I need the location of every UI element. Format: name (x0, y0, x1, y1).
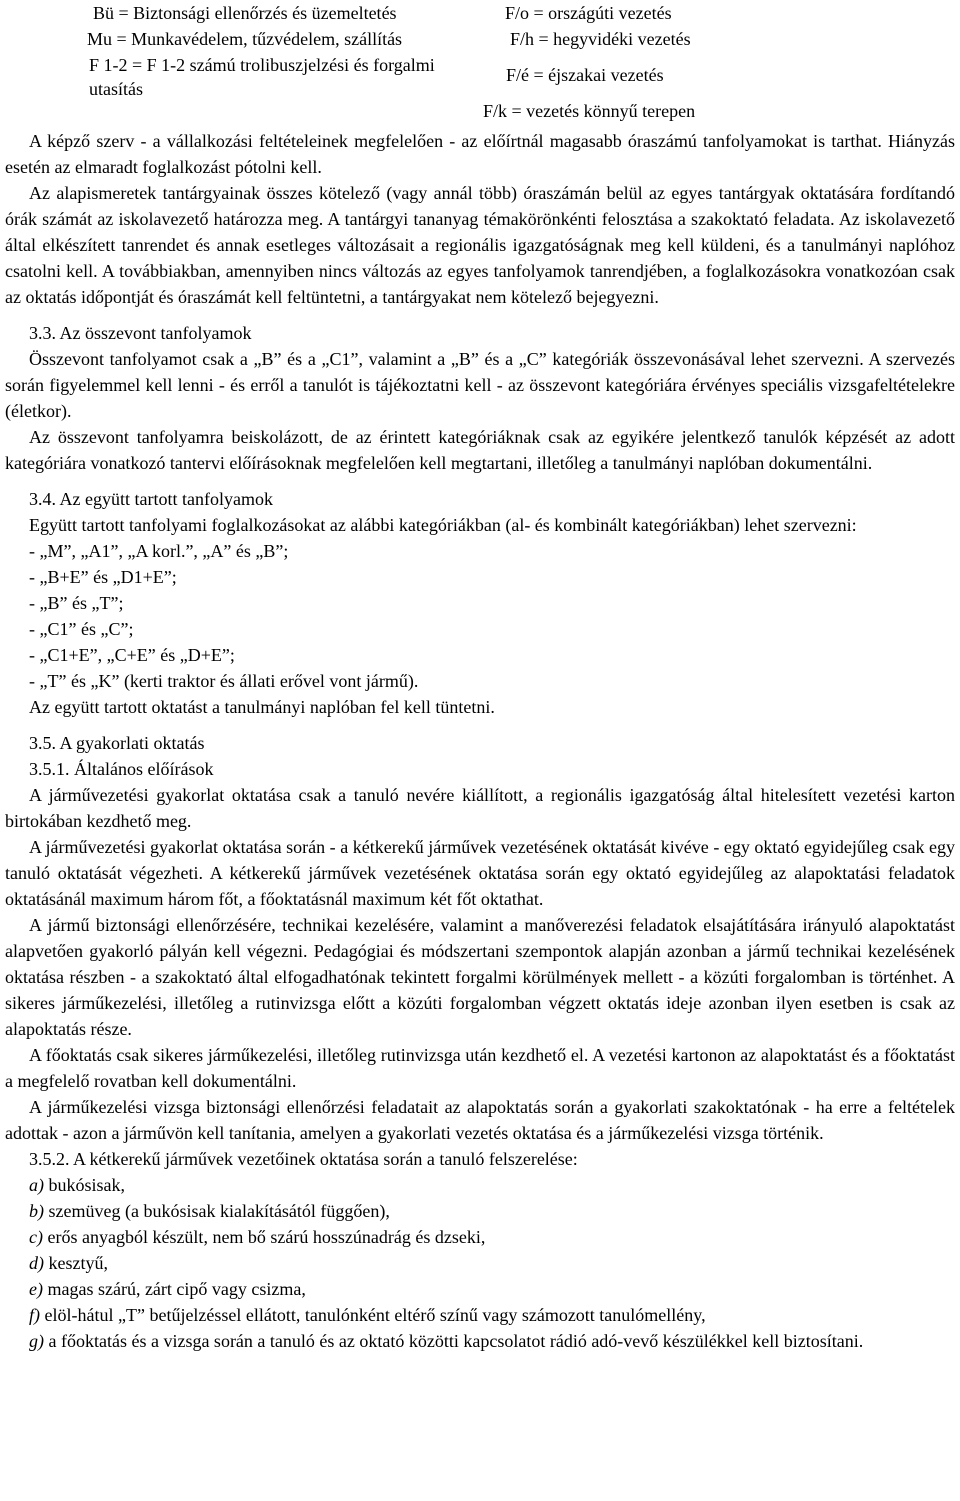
list-item: - „T” és „K” (kerti traktor és állati erővel vont jármű). (29, 671, 419, 691)
list-item: - „C1” és „C”; (29, 619, 134, 639)
list-text: elöl-hátul „T” betűjelzéssel ellátott, tanulónként eltérő színű vagy számozott tanulómellény, (40, 1305, 706, 1325)
list-letter: a) (29, 1175, 44, 1195)
paragraph-handling-exam: A járműkezelési vizsga biztonsági ellenőrzési feladatait az alapoktatás során a gyakorlati szakoktatónak - ha erre a feltételek adottak - azon a járművön kell tanítania, amelyen a gyakorlati vezetés oktatása és a járműkezelési vizsga történik. (5, 1097, 955, 1143)
list-item (5, 1302, 955, 1328)
list-letter: c) (29, 1227, 43, 1247)
paragraph-main-training: A főoktatás csak sikeres járműkezelési, illetőleg rutinvizsga után kezdhető el. A vezetési kartonon az alapoktatást és a főoktatást a megfelelő rovatban kell dokumentálni. (5, 1045, 955, 1091)
paragraph-merged-enrolment: Az összevont tanfolyamra beiskolázott, de az érintett kategóriáknak csak az egyikére jelentkező tanulók képzését az adott kategóriára vonatkozó tantervi előírásoknak megfelelően kell megtartani, illetőleg a tanulmányi naplóban dokumentálni. (5, 427, 955, 473)
abbreviation-legend (5, 0, 955, 128)
heading-3-3: 3.3. Az összevont tanfolyamok (29, 323, 252, 343)
legend-fo: F/o = országúti vezetés (505, 3, 672, 23)
legend-f12-cont: utasítás (89, 79, 143, 99)
list-item: - „B” és „T”; (29, 593, 124, 613)
paragraph-basic-training: A jármű biztonsági ellenőrzésére, technikai kezelésére, valamint a manőverezési feladatok elsajátítására irányuló alapoktatást alapvetően gyakorló pályán kell végezni. Pedagógiai és módszertani szempontok alapján azonban a jármű technikai kezelésének oktatása részben - a szakoktató által elfogadhatónak tekintett forgalmi körülmények mellett - a közúti forgalomban is történhet. A sikeres járműkezelési, illetőleg a rutinvizsga előtt a közúti forgalomban végzett oktatás ideje azonban ilyen esetben is csak az alapoktatás része. (5, 915, 955, 1039)
list-text: bukósisak, (44, 1175, 125, 1195)
list-item (5, 1172, 955, 1198)
paragraph-one-student: A járművezetési gyakorlat oktatása során - a kétkerekű járművek vezetésének oktatását kivéve - egy oktató egyidejűleg csak egy tanuló oktatását végezheti. A kétkerekű járművek vezetésének oktatása során egy oktató egyidejűleg az alapoktatási feladatok oktatásánál maximum három főt, a főoktatásnál maximum két főt oktathat. (5, 837, 955, 909)
legend-fh: F/h = hegyvidéki vezetés (510, 29, 691, 49)
list-item (5, 1250, 955, 1276)
list-item (5, 1198, 955, 1224)
list-item (5, 1224, 955, 1250)
heading-3-5: 3.5. A gyakorlati oktatás (29, 733, 205, 753)
legend-fk: F/k = vezetés könnyű terepen (483, 101, 696, 121)
legend-f12: F 1-2 = F 1-2 számú trolibuszjelzési és forgalmi (89, 55, 435, 75)
paragraph-merged-courses: Összevont tanfolyamot csak a „B” és a „C1”, valamint a „B” és a „C” kategóriák összevonásával lehet szervezni. A szervezés során figyelemmel kell lenni - és erről a tanulót is tájékoztatni kell - az összevont kategóriára érvényes speciális vizsgafeltételekre (életkor). (5, 349, 955, 421)
list-letter: f) (29, 1305, 40, 1325)
list-item: - „C1+E”, „C+E” és „D+E”; (29, 645, 235, 665)
legend-mu: Mu = Munkavédelem, tűzvédelem, szállítás (87, 29, 403, 49)
list-item: - „M”, „A1”, „A korl.”, „A” és „B”; (29, 541, 289, 561)
legend-bu: Bü = Biztonsági ellenőrzés és üzemeltetés (93, 3, 397, 23)
list-item (5, 1276, 955, 1302)
list-letter: d) (29, 1253, 44, 1273)
legend-fe: F/é = éjszakai vezetés (506, 65, 664, 85)
list-item (5, 1328, 955, 1354)
heading-3-5-2: 3.5.2. A kétkerekű járművek vezetőinek oktatása során a tanuló felszerelése: (29, 1149, 578, 1169)
heading-3-5-1: 3.5.1. Általános előírások (29, 759, 214, 779)
list-letter: e) (29, 1279, 43, 1299)
list-text: kesztyű, (44, 1253, 108, 1273)
document-page (5, 0, 955, 1354)
category-list (5, 538, 955, 694)
paragraph-practice-card: A járművezetési gyakorlat oktatása csak a tanuló nevére kiállított, a regionális igazgatóság által hitelesített vezetési karton birtokában kezdhető meg. (5, 785, 955, 831)
list-letter: g) (29, 1331, 44, 1351)
list-text: magas szárú, zárt cipő vagy csizma, (42, 1279, 306, 1299)
paragraph-basics: Az alapismeretek tantárgyainak összes kötelező (vagy annál több) óraszámán belül az egyes tantárgyak oktatására fordítandó órák számát az iskolavezető határozza meg. A tantárgyi tananyag témakörönkénti felosztása a szakoktató feladata. Az iskolavezető által elkészített tanrendet és annak esetleges változásait a regionális igazgatóságnak meg kell küldeni, és a tanulmányi naplóhoz csatolni kell. A továbbiakban, amennyiben nincs változás az egyes tanfolyamok tanrendjében, a foglalkozásokra vonatkozóan csak az oktatás időpontját és óraszámát kell feltüntetni, a tantárgyakat nem kötelező bejegyezni. (5, 183, 955, 307)
paragraph-joint-logging: Az együtt tartott oktatást a tanulmányi naplóban fel kell tüntetni. (29, 697, 495, 717)
equipment-list (5, 1172, 955, 1354)
list-text: erős anyagból készült, nem bő szárú hosszúnadrág és dzseki, (42, 1227, 486, 1247)
list-text: a főoktatás és a vizsga során a tanuló és az oktató közötti kapcsolatot rádió adó-vevő készülékkel kell biztosítani. (44, 1331, 864, 1351)
list-text: szemüveg (a bukósisak kialakításától függően), (44, 1201, 390, 1221)
paragraph-joint-courses: Együtt tartott tanfolyami foglalkozásokat az alábbi kategóriákban (al- és kombinált kategóriákban) lehet szervezni: (29, 515, 857, 535)
list-item: - „B+E” és „D1+E”; (29, 567, 177, 587)
list-letter: b) (29, 1201, 44, 1221)
paragraph-extra-courses: A képző szerv - a vállalkozási feltételeinek megfelelően - az előírtnál magasabb óraszámú tanfolyamokat is tarthat. Hiányzás esetén az elmaradt foglalkozást pótolni kell. (5, 131, 955, 177)
heading-3-4: 3.4. Az együtt tartott tanfolyamok (29, 489, 273, 509)
